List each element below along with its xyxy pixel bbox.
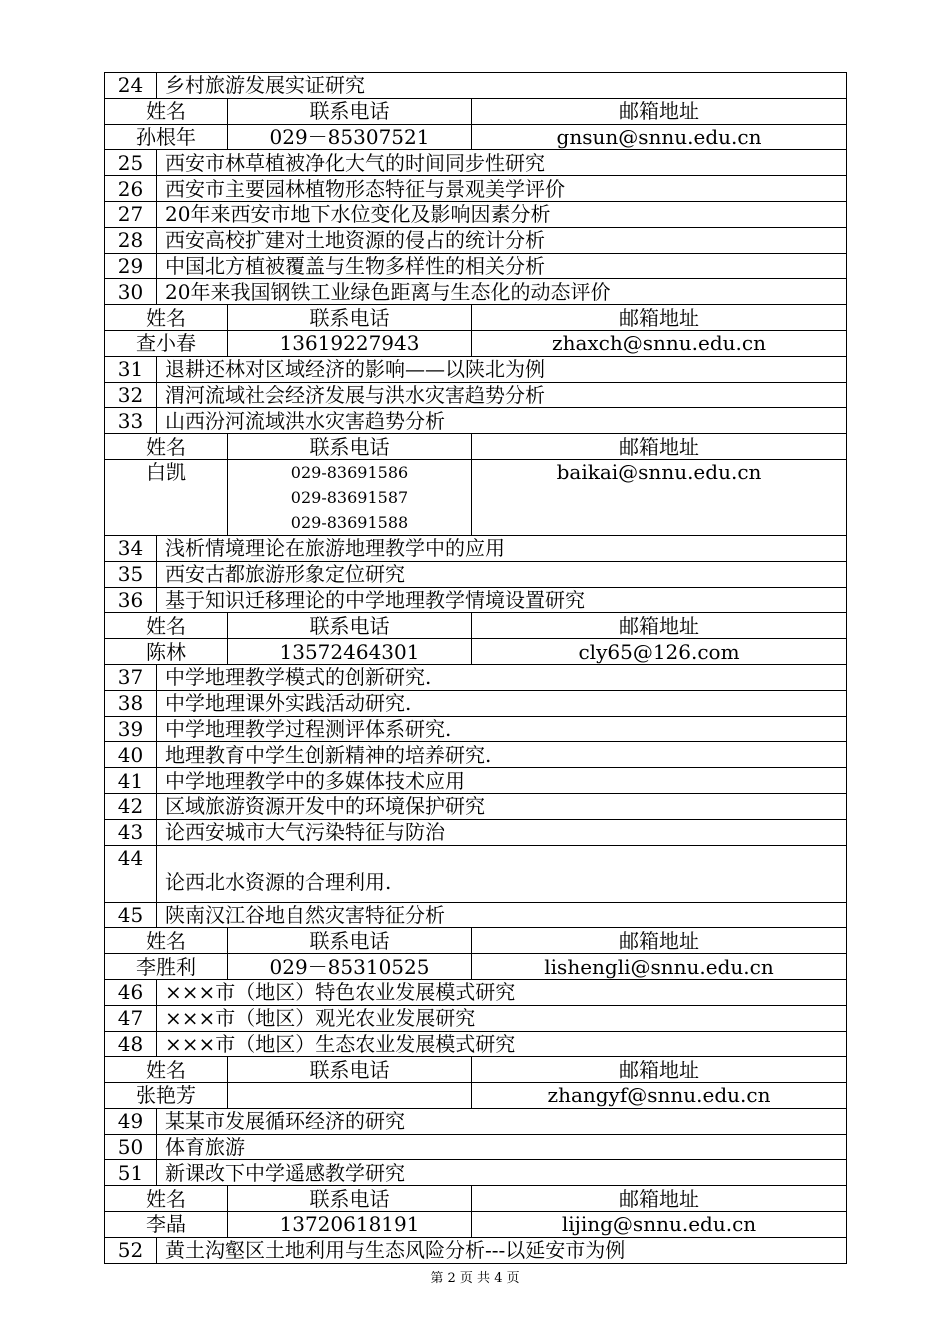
topic-title: ×××市（地区）特色农业发展模式研究 (157, 979, 847, 1005)
topic-number: 37 (105, 664, 157, 690)
topic-number: 49 (105, 1108, 157, 1134)
topic-title: 论西安城市大气污染特征与防治 (157, 819, 847, 845)
topic-number: 39 (105, 716, 157, 742)
phone-header: 联系电话 (228, 434, 472, 460)
email-header: 邮箱地址 (472, 1186, 847, 1212)
topic-row (105, 1108, 847, 1134)
topic-row (105, 253, 847, 279)
topic-title: 西安高校扩建对土地资源的侵占的统计分析 (157, 227, 847, 253)
topic-row (105, 535, 847, 561)
topic-row (105, 356, 847, 382)
topic-row (105, 587, 847, 613)
topic-number: 35 (105, 561, 157, 587)
phone-header: 联系电话 (228, 1057, 472, 1083)
contact-name: 白凯 (105, 459, 228, 535)
topic-number: 29 (105, 253, 157, 279)
topic-number: 38 (105, 690, 157, 716)
topic-row (105, 716, 847, 742)
topic-row (105, 793, 847, 819)
topic-row (105, 979, 847, 1005)
contact-phone: 029-83691588 (290, 512, 409, 532)
name-header: 姓名 (105, 1057, 228, 1083)
topic-title: 山西汾河流域洪水灾害趋势分析 (157, 408, 847, 434)
contact-email: baikai@snnu.edu.cn (472, 459, 847, 535)
topic-row (105, 1005, 847, 1031)
topic-number: 31 (105, 356, 157, 382)
email-header: 邮箱地址 (472, 305, 847, 331)
topic-title: 20年来我国钢铁工业绿色距离与生态化的动态评价 (157, 279, 847, 305)
contact-name: 张艳芳 (105, 1083, 228, 1109)
document-page (104, 72, 846, 1264)
contact-row (105, 954, 847, 980)
topic-title: 乡村旅游发展实证研究 (157, 73, 847, 99)
contact-header-row (105, 98, 847, 124)
topic-title: 20年来西安市地下水位变化及影响因素分析 (157, 201, 847, 227)
topic-number: 47 (105, 1005, 157, 1031)
topic-title: 西安古都旅游形象定位研究 (157, 561, 847, 587)
topic-row (105, 176, 847, 202)
topic-title: 西安市林草植被净化大气的时间同步性研究 (157, 150, 847, 176)
contact-email: lijing@snnu.edu.cn (472, 1212, 847, 1238)
name-header: 姓名 (105, 434, 228, 460)
topic-title: 陕南汉江谷地自然灾害特征分析 (157, 902, 847, 928)
contact-phone: 029－85307521 (228, 124, 472, 150)
contact-name: 查小春 (105, 330, 228, 356)
topic-row (105, 742, 847, 768)
topic-title: 中学地理课外实践活动研究. (157, 690, 847, 716)
email-header: 邮箱地址 (472, 928, 847, 954)
topic-number: 27 (105, 201, 157, 227)
topic-title: 西安市主要园林植物形态特征与景观美学评价 (157, 176, 847, 202)
topic-title: 基于知识迁移理论的中学地理教学情境设置研究 (157, 587, 847, 613)
name-header: 姓名 (105, 98, 228, 124)
topic-title: 某某市发展循环经济的研究 (157, 1108, 847, 1134)
topic-title: 退耕还林对区域经济的影响——以陕北为例 (157, 356, 847, 382)
contact-email: lishengli@snnu.edu.cn (472, 954, 847, 980)
topic-row (105, 561, 847, 587)
topic-number: 40 (105, 742, 157, 768)
topic-row (105, 845, 847, 902)
topic-title: 地理教育中学生创新精神的培养研究. (157, 742, 847, 768)
name-header: 姓名 (105, 305, 228, 331)
topic-title: 浅析情境理论在旅游地理教学中的应用 (157, 535, 847, 561)
contact-header-row (105, 434, 847, 460)
topic-row (105, 279, 847, 305)
contact-row (105, 1083, 847, 1109)
contact-header-row (105, 928, 847, 954)
topic-row (105, 768, 847, 794)
page-footer: 第 2 页 共 4 页 (430, 1271, 520, 1286)
email-header: 邮箱地址 (472, 434, 847, 460)
contact-email: zhangyf@snnu.edu.cn (472, 1083, 847, 1109)
phone-header: 联系电话 (228, 305, 472, 331)
topic-row (105, 408, 847, 434)
topic-number: 52 (105, 1237, 157, 1263)
topic-table (104, 72, 847, 1264)
topic-row (105, 1031, 847, 1057)
topic-number: 36 (105, 587, 157, 613)
email-header: 邮箱地址 (472, 613, 847, 639)
contact-header-row (105, 1186, 847, 1212)
contact-name: 李晶 (105, 1212, 228, 1238)
name-header: 姓名 (105, 613, 228, 639)
topic-number: 33 (105, 408, 157, 434)
topic-row (105, 150, 847, 176)
contact-phone: 029－85310525 (228, 954, 472, 980)
topic-title: 黄土沟壑区土地利用与生态风险分析---以延安市为例 (157, 1237, 847, 1263)
phone-header: 联系电话 (228, 928, 472, 954)
topic-title: 渭河流域社会经济发展与洪水灾害趋势分析 (157, 382, 847, 408)
topic-title: 新课改下中学遥感教学研究 (157, 1160, 847, 1186)
contact-row (105, 330, 847, 356)
topic-number: 45 (105, 902, 157, 928)
email-header: 邮箱地址 (472, 1057, 847, 1083)
topic-number: 30 (105, 279, 157, 305)
phone-header: 联系电话 (228, 1186, 472, 1212)
topic-row (105, 664, 847, 690)
contact-name: 陈林 (105, 639, 228, 665)
contact-header-row (105, 305, 847, 331)
topic-number: 44 (105, 845, 157, 902)
contact-email: cly65@126.com (472, 639, 847, 665)
contact-phone-list (228, 459, 472, 535)
contact-header-row (105, 1057, 847, 1083)
topic-number: 48 (105, 1031, 157, 1057)
contact-row (105, 459, 847, 535)
contact-phone: 029-83691586 (290, 462, 409, 482)
name-header: 姓名 (105, 1186, 228, 1212)
topic-row (105, 201, 847, 227)
contact-row (105, 124, 847, 150)
contact-phone: 13619227943 (228, 330, 472, 356)
topic-number: 42 (105, 793, 157, 819)
topic-number: 32 (105, 382, 157, 408)
topic-number: 46 (105, 979, 157, 1005)
topic-number: 51 (105, 1160, 157, 1186)
phone-header: 联系电话 (228, 613, 472, 639)
topic-number: 50 (105, 1134, 157, 1160)
topic-title: ×××市（地区）生态农业发展模式研究 (157, 1031, 847, 1057)
name-header: 姓名 (105, 928, 228, 954)
contact-phone (228, 1083, 472, 1109)
topic-number: 28 (105, 227, 157, 253)
topic-title: 中学地理教学过程测评体系研究. (157, 716, 847, 742)
topic-number: 24 (105, 73, 157, 99)
contact-name: 孙根年 (105, 124, 228, 150)
topic-row (105, 1134, 847, 1160)
contact-row (105, 1212, 847, 1238)
contact-header-row (105, 613, 847, 639)
contact-phone: 029-83691587 (290, 487, 409, 507)
email-header: 邮箱地址 (472, 98, 847, 124)
contact-email: gnsun@snnu.edu.cn (472, 124, 847, 150)
topic-title: 中学地理教学中的多媒体技术应用 (157, 768, 847, 794)
topic-row (105, 1160, 847, 1186)
topic-row (105, 1237, 847, 1263)
topic-title: 区域旅游资源开发中的环境保护研究 (157, 793, 847, 819)
contact-email: zhaxch@snnu.edu.cn (472, 330, 847, 356)
contact-phone: 13572464301 (228, 639, 472, 665)
topic-title: 中国北方植被覆盖与生物多样性的相关分析 (157, 253, 847, 279)
phone-header: 联系电话 (228, 98, 472, 124)
topic-row (105, 819, 847, 845)
topic-row (105, 382, 847, 408)
topic-number: 43 (105, 819, 157, 845)
topic-number: 34 (105, 535, 157, 561)
topic-number: 41 (105, 768, 157, 794)
topic-title: ×××市（地区）观光农业发展研究 (157, 1005, 847, 1031)
contact-phone: 13720618191 (228, 1212, 472, 1238)
topic-number: 26 (105, 176, 157, 202)
contact-row (105, 639, 847, 665)
topic-title: 论西北水资源的合理利用. (157, 845, 847, 902)
topic-row (105, 227, 847, 253)
contact-name: 李胜利 (105, 954, 228, 980)
topic-row (105, 902, 847, 928)
topic-row (105, 690, 847, 716)
topic-row (105, 73, 847, 99)
topic-title: 中学地理教学模式的创新研究. (157, 664, 847, 690)
topic-number: 25 (105, 150, 157, 176)
topic-title: 体育旅游 (157, 1134, 847, 1160)
